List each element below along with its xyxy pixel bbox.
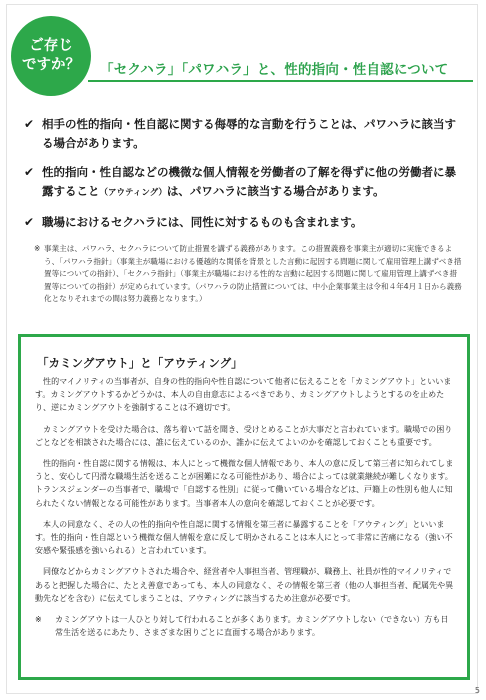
box-note-text: カミングアウトは一人ひとり対して行われることが多くあります。カミングアウトしない（できない）方も日常生活を送るにあたり、さまざまな困りごとに直面する場合があります。 bbox=[55, 615, 449, 638]
box-note bbox=[35, 613, 455, 639]
key-point-3-text: 職場におけるセクハラには、同性に対するものも含まれます。 bbox=[42, 215, 363, 229]
badge-line-1: ご存じ bbox=[29, 38, 73, 54]
key-point-2-text-before: 性的指向・性自認などの機微な個人情報を労働者の了解を得ずに他の労働者に暴露すること bbox=[42, 165, 456, 198]
key-point-1 bbox=[24, 115, 464, 153]
did-you-know-badge bbox=[11, 16, 91, 96]
box-paragraph: 性的指向・性自認に関する情報は、本人にとって機微な個人情報であり、本人の意に反して第三者に知られてしまうと、安心して円滑な職場生活を送ることが困難になる可能性があり、場合によっては就業継続が難しくなります。トランスジェンダーの当事者で、職場で「自認する性別」に従って働いている場合などは、戸籍上の性別も他人に知られたくない情報となる可能性があります。当事者本人の意向を確認しておくことが必要です。 bbox=[35, 459, 454, 508]
page-number: 5 bbox=[474, 686, 480, 695]
checkmark-icon: ✔ bbox=[24, 215, 35, 229]
box-paragraph: 本人の同意なく、その人の性的指向や性自認に関する情報を第三者に暴露することを「アウティング」といいます。性的指向・性自認という機微な個人情報を意に反して明かされることは本人にとって非常に苦痛になる（強い不安感や緊張感を強いられる）と言われています。 bbox=[35, 519, 453, 556]
page-title: 「セクハラ」「パワハラ」と、性的指向・性自認について bbox=[100, 62, 449, 78]
badge-line-2: ですか？ bbox=[22, 57, 80, 73]
footnote bbox=[34, 243, 464, 306]
box-paragraph: 性的マイノリティの当事者が、自身の性的指向や性自認について他者に伝えることを「カミングアウト」といいます。カミングアウトするかどうかは、本人の自由意志によるべきであり、カミングアウトしようとするのを止めたり、逆にカミングアウトを強制することは不適切です。 bbox=[35, 377, 452, 413]
box-paragraph: 同僚などからカミングアウトされた場合や、経営者や人事担当者、管理職が、職務上、社員が性的マイノリティであると把握した場合に、たとえ善意であっても、本人の同意なく、その情報を第三者（他の人事担当者、配属先や異動先などを含む）に伝えてしまうことは、アウティングに該当するため注意が必要です。 bbox=[35, 567, 454, 603]
key-point-2 bbox=[24, 163, 464, 203]
coming-out-outing-box bbox=[18, 334, 470, 680]
box-paragraph: カミングアウトを受けた場合は、落ち着いて話を聞き、受けとめることが大事だと言われています。職場での困りごとなどを相談された場合には、誰に伝えているのか、誰かに伝えてよいのかを確認しておくことも重要です。 bbox=[35, 424, 453, 447]
header bbox=[0, 0, 486, 100]
key-point-2-inline-note: （アウティング） bbox=[99, 188, 167, 198]
key-points-list bbox=[24, 115, 464, 242]
title-underline bbox=[88, 80, 473, 82]
note-mark: ※ bbox=[34, 244, 41, 253]
key-point-1-text: 相手の性的指向・性自認に関する侮辱的な言動を行うことは、パワハラに該当する場合があります。 bbox=[42, 117, 456, 150]
key-point-3 bbox=[24, 213, 464, 232]
footnote-text: 事業主は、パワハラ、セクハラについて防止措置を講ずる義務があります。この措置義務を事業主が適切に実施できるよう、「パワハラ指針」（事業主が職場における優越的な関係を背景とした言動に起因する問題に関して雇用管理上講ずべき措置等についての指針）、「セクハラ指針」（事業主が職場における性的な言動に起因する問題に関して雇用管理上講ずべき措置等についての指針）が定められています。（パワハラの防止措置については、中小企業事業主は令和４年4月１日から義務化となりそれまでの間は努力義務となります。） bbox=[44, 244, 462, 304]
box-heading: 「カミングアウト」と「アウティング」 bbox=[37, 356, 243, 370]
key-point-2-text-after: は、パワハラに該当する場合があります。 bbox=[166, 184, 385, 198]
checkmark-icon: ✔ bbox=[24, 117, 35, 131]
checkmark-icon: ✔ bbox=[24, 165, 35, 179]
box-note-mark: ※ bbox=[35, 615, 42, 625]
